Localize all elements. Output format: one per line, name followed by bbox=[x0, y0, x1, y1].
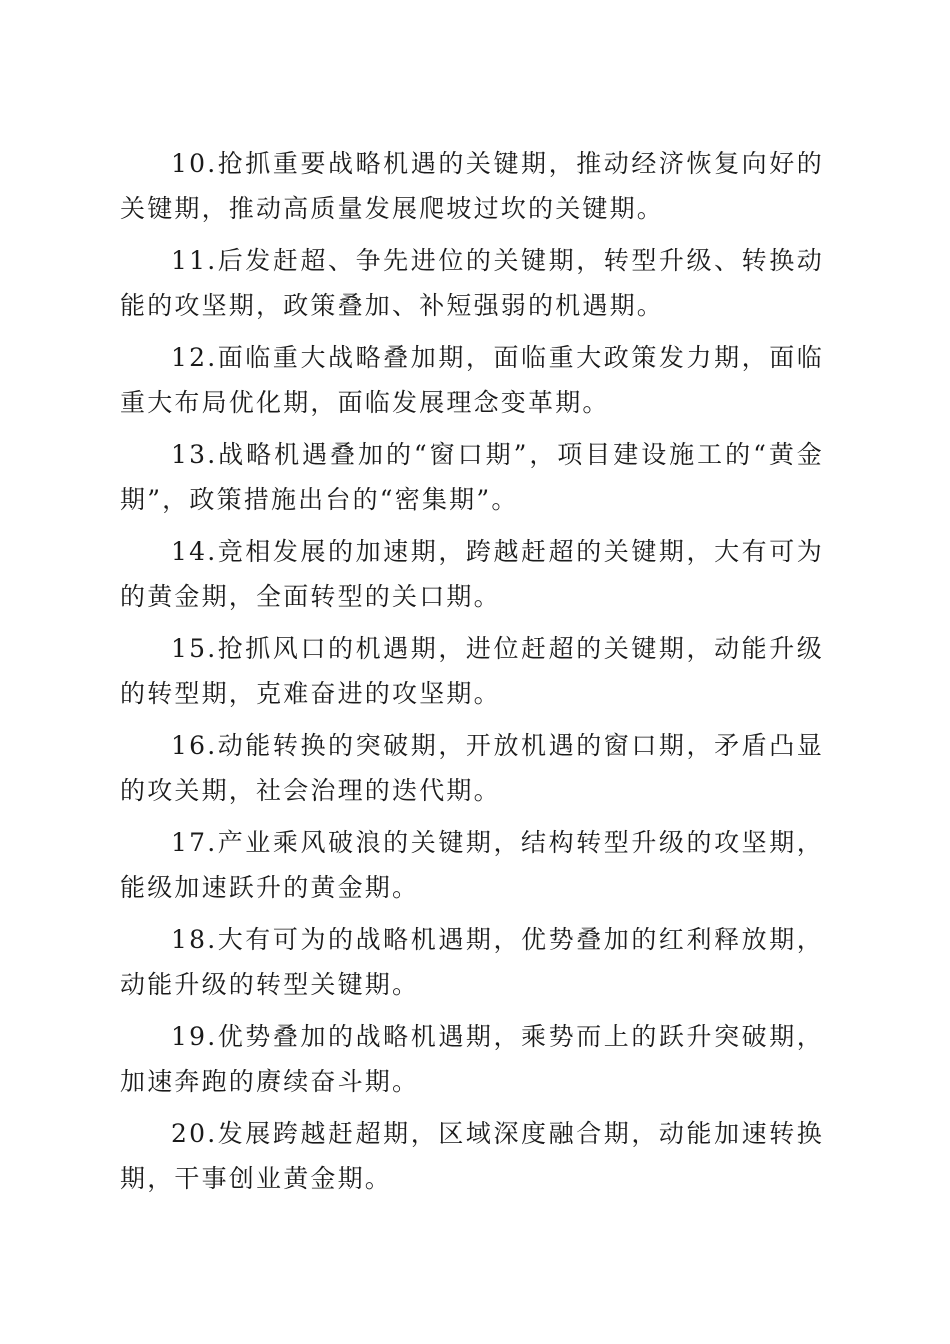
paragraph-20: 20.发展跨越赶超期，区域深度融合期，动能加速转换期，干事创业黄金期。 bbox=[120, 1119, 824, 1193]
paragraph-15: 15.抢抓风口的机遇期，进位赶超的关键期，动能升级的转型期，克难奋进的攻坚期。 bbox=[120, 634, 824, 708]
paragraph-14: 14.竞相发展的加速期，跨越赶超的关键期，大有可为的黄金期，全面转型的关口期。 bbox=[120, 537, 824, 611]
paragraph-12: 12.面临重大战略叠加期，面临重大政策发力期，面临重大布局优化期，面临发展理念变革期。 bbox=[120, 343, 824, 417]
paragraph-11: 11.后发赶超、争先进位的关键期，转型升级、转换动能的攻坚期，政策叠加、补短强弱的机遇期。 bbox=[120, 246, 824, 320]
paragraph-17: 17.产业乘风破浪的关键期，结构转型升级的攻坚期，能级加速跃升的黄金期。 bbox=[120, 828, 824, 902]
paragraph-13: 13.战略机遇叠加的“窗口期”，项目建设施工的“黄金期”，政策措施出台的“密集期”。 bbox=[120, 440, 824, 514]
paragraph-10: 10.抢抓重要战略机遇的关键期，推动经济恢复向好的关键期，推动高质量发展爬坡过坎的关键期。 bbox=[120, 149, 824, 223]
paragraph-19: 19.优势叠加的战略机遇期，乘势而上的跃升突破期，加速奔跑的赓续奋斗期。 bbox=[120, 1022, 824, 1096]
paragraph-18: 18.大有可为的战略机遇期，优势叠加的红利释放期，动能升级的转型关键期。 bbox=[120, 925, 824, 999]
paragraph-16: 16.动能转换的突破期，开放机遇的窗口期，矛盾凸显的攻关期，社会治理的迭代期。 bbox=[120, 731, 824, 805]
document-body bbox=[120, 141, 824, 1208]
